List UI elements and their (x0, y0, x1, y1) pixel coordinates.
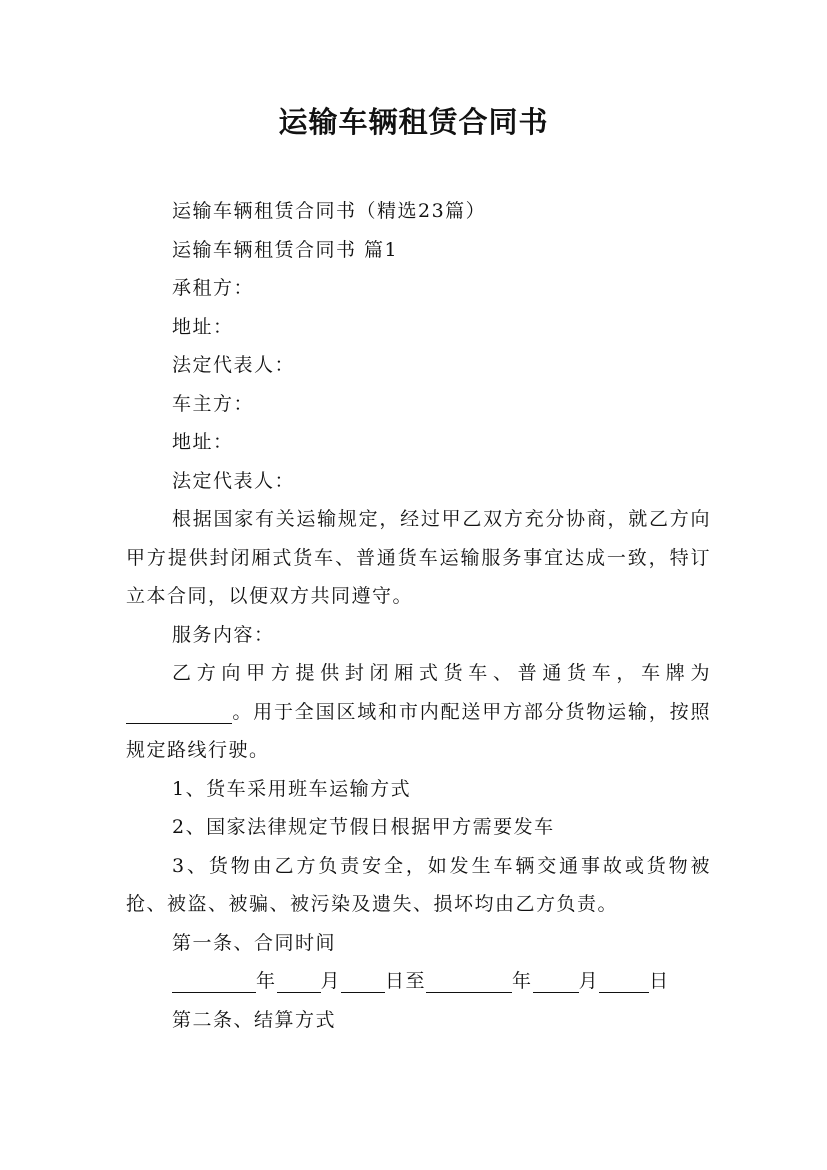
end-day-blank (599, 968, 649, 993)
service-paragraph (126, 654, 711, 770)
intro-paragraph: 根据国家有关运输规定，经过甲乙双方充分协商，就乙方向甲方提供封闭厢式货车、普通货车运输服务事宜达成一致，特订立本合同，以便双方共同遵守。 (126, 508, 711, 607)
lessee-address: 地址： (172, 315, 234, 338)
service-heading: 服务内容： (172, 623, 275, 646)
end-year-blank (426, 968, 512, 993)
end-month-label: 月 (578, 970, 600, 992)
plate-number-blank (126, 699, 232, 724)
start-day-blank (341, 968, 385, 993)
subtitle-line: 运输车辆租赁合同书（精选23篇） (172, 200, 487, 222)
start-year-label: 年 (256, 970, 277, 992)
document-title: 运输车辆租赁合同书 (278, 105, 549, 139)
start-month-blank (277, 968, 321, 993)
owner-label: 车主方： (172, 392, 255, 415)
start-year-blank (172, 968, 256, 993)
end-month-blank (533, 968, 579, 993)
end-day-label: 日 (649, 970, 670, 992)
service-text-end: 。用于全国区域和市内配送甲方部分货物运输，按照规定路线行驶。 (126, 700, 711, 761)
service-item-3: 3、货物由乙方负责安全，如发生车辆交通事故或货物被抢、被盗、被骗、被污染及遗失、损坏均由乙方负责。 (126, 854, 711, 915)
end-year-label: 年 (512, 970, 533, 992)
chapter-line: 运输车辆租赁合同书 篇1 (172, 238, 399, 261)
service-text-start: 乙方向甲方提供封闭厢式货车、普通货车，车牌为 (172, 662, 711, 684)
document-body (126, 192, 711, 1039)
lessee-representative: 法定代表人： (172, 354, 296, 376)
article-1-heading: 第一条、合同时间 (172, 931, 337, 954)
service-item-2: 2、国家法律规定节假日根据甲方需要发车 (172, 816, 555, 838)
start-day-to-label: 日至 (385, 970, 427, 992)
contract-period-line (126, 962, 711, 1001)
owner-address: 地址： (172, 431, 234, 453)
start-month-label: 月 (320, 970, 342, 992)
lessee-label: 承租方： (172, 277, 255, 299)
article-2-heading: 第二条、结算方式 (172, 1008, 337, 1031)
owner-representative: 法定代表人： (172, 469, 296, 492)
service-item-1: 1、货车采用班车运输方式 (172, 777, 412, 800)
